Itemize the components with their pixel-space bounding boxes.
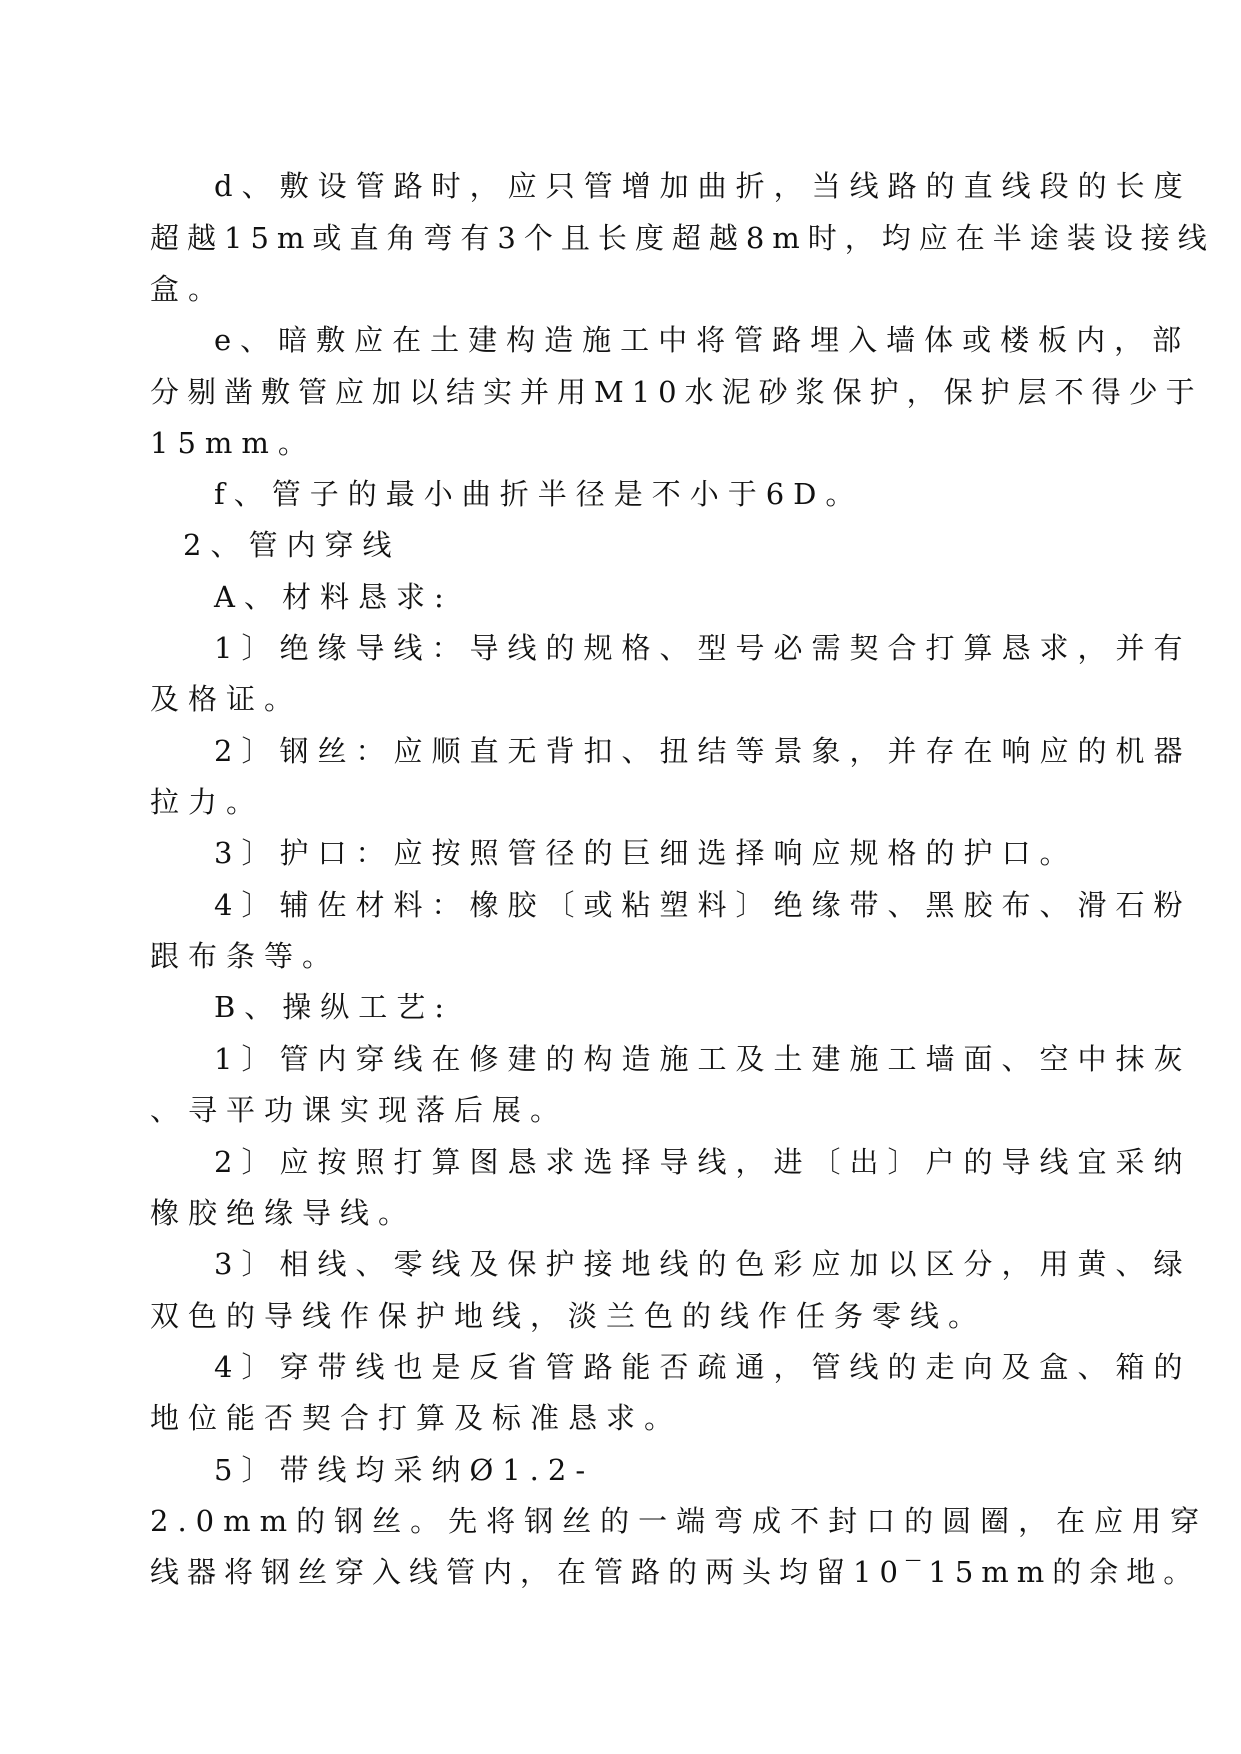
paragraph-line: 4〕穿带线也是反省管路能否疏通，管线的走向及盒、箱的 <box>214 1350 1192 1384</box>
paragraph-line: 2〕应按照打算图恳求选择导线，进〔出〕户的导线宜采纳 <box>214 1145 1192 1179</box>
paragraph-line: 3〕相线、零线及保护接地线的色彩应加以区分，用黄、绿 <box>214 1247 1192 1281</box>
paragraph-line: e、暗敷应在土建构造施工中将管路埋入墙体或楼板内，部 <box>214 323 1191 357</box>
paragraph-line: 拉力。 <box>150 785 265 819</box>
paragraph-line: 双色的导线作保护地线，淡兰色的线作任务零线。 <box>150 1299 987 1333</box>
paragraph-line: 及格证。 <box>150 682 303 716</box>
paragraph-line: 线器将钢丝穿入线管内，在管路的两头均留10‾15mm的余地。 <box>150 1555 1201 1589</box>
paragraph-line: 1〕绝缘导线：导线的规格、型号必需契合打算恳求，并有 <box>214 631 1192 665</box>
paragraph-line: 4〕辅佐材料：橡胶〔或粘塑料〕绝缘带、黑胶布、滑石粉 <box>214 888 1192 922</box>
paragraph-line: 1〕管内穿线在修建的构造施工及土建施工墙面、空中抹灰 <box>214 1042 1192 1076</box>
paragraph-line: 3〕护口：应按照管径的巨细选择响应规格的护口。 <box>214 836 1078 870</box>
paragraph-line: 盒。 <box>150 272 227 306</box>
paragraph-line: f、管子的最小曲折半径是不小于6D。 <box>214 477 864 511</box>
paragraph-line: 5〕带线均采纳Ø1.2- <box>214 1453 595 1487</box>
paragraph-line: 2〕钢丝：应顺直无背扣、扭结等景象，并存在响应的机器 <box>214 734 1192 768</box>
subsection-heading: B、操纵工艺: <box>214 990 454 1024</box>
paragraph-line: 跟布条等。 <box>150 939 341 973</box>
paragraph-line: 、寻平功课实现落后展。 <box>150 1093 569 1127</box>
paragraph-line: d、敷设管路时，应只管增加曲折，当线路的直线段的长度 <box>214 169 1192 203</box>
paragraph-line: 地位能否契合打算及标准恳求。 <box>150 1401 683 1435</box>
subsection-heading: A、材料恳求: <box>214 580 453 614</box>
paragraph-line: 橡胶绝缘导线。 <box>150 1196 417 1230</box>
paragraph-line: 分剔凿敷管应加以结实并用M10水泥砂浆保护，保护层不得少于 <box>150 375 1203 409</box>
paragraph-line: 15mm。 <box>150 426 316 460</box>
section-heading: 2、管内穿线 <box>183 528 401 562</box>
paragraph-line: 2.0mm的钢丝。先将钢丝的一端弯成不封口的圆圈，在应用穿 <box>150 1504 1209 1538</box>
paragraph-line: 超越15m或直角弯有3个且长度超越8m时，均应在半途装设接线 <box>150 221 1215 255</box>
